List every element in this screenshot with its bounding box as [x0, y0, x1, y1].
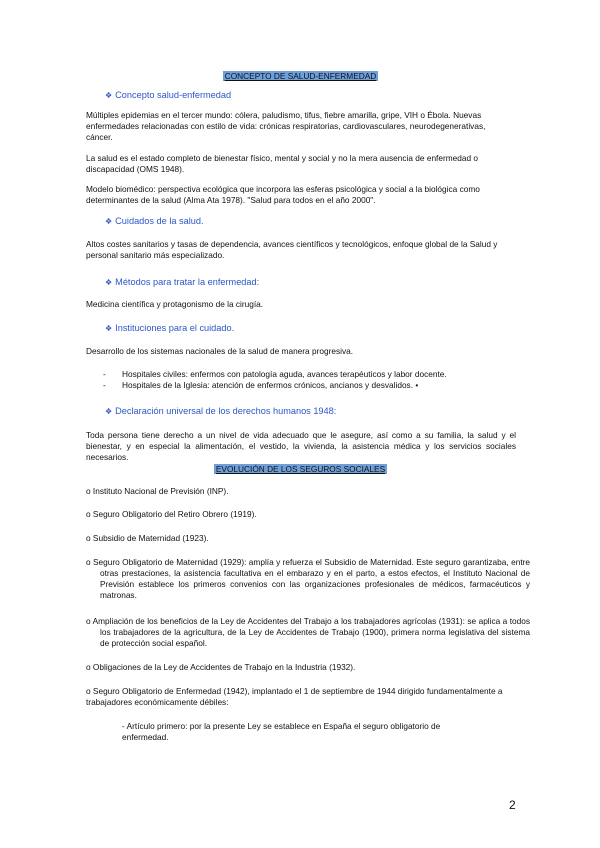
- bullet-instituciones: ❖ Instituciones para el cuidado.: [105, 323, 235, 333]
- paragraph-medicina: Medicina científica y protagonismo de la cirugía.: [86, 299, 264, 309]
- page-number: 2: [509, 798, 516, 812]
- list-item-accidentes-industria: o Obligaciones de la Ley de Accidentes de Trabajo en la Industria (1932).: [86, 662, 356, 672]
- list-item-seguro-maternidad: o Seguro Obligatorio de Maternidad (1929): amplía y refuerza el Subsidio de Maternidad. Este seguro garantizaba, entre otras prestaciones, la asistencia facultativa en el embarazo y en el parto, a estos efectos, el Instituto Nacional de Previsión establece los primeros convenios con las organizaciones profesionales de médicos, farmacéuticos y matronas.: [86, 557, 530, 600]
- diamond-bullet-icon: ❖: [105, 324, 113, 333]
- list-item-seguro-enfermedad: o Seguro Obligatorio de Enfermedad (1942), implantado el 1 de septiembre de 1944 dirigido fundamentalmente a trabajadores económicamente débiles:: [86, 686, 503, 707]
- paragraph-derechos: Toda persona tiene derecho a un nivel de vida adecuado que le asegure, así como a su familia, la salud y el bienestar, y en especial la alimentación, el vestido, la vivienda, la asistencia médica y los servicios sociales necesarios.: [86, 430, 516, 462]
- paragraph-definicion-salud: La salud es el estado completo de bienestar físico, mental y social y no la mera ausencia de enfermedad o discapacidad (OMS 1948).: [86, 153, 479, 174]
- paragraph-epidemias: Múltiples epidemias en el tercer mundo: cólera, paludismo, tifus, fiebre amarilla, gripe, VIH o Ébola. Nuevas enfermedades relacionadas con estilo de vida: crónicas respiratorias, cardiovasculares, neurodegenerativas, cáncer.: [86, 110, 486, 142]
- sub-item-articulo-primero: - Artículo primero: por la presente Ley se establece en España el seguro obligatorio de enfermedad.: [122, 721, 441, 742]
- diamond-bullet-icon: ❖: [105, 407, 113, 416]
- diamond-bullet-icon: ❖: [105, 278, 113, 287]
- paragraph-desarrollo: Desarrollo de los sistemas nacionales de la salud de manera progresiva.: [86, 346, 354, 356]
- paragraph-costes: Altos costes sanitarios y tasas de dependencia, avances científicos y tecnológicos, enfoque global de la Salud y personal sanitario más especializado.: [86, 239, 498, 260]
- bullet-concepto: ❖ Concepto salud-enfermedad: [105, 90, 232, 100]
- bullet-cuidados: ❖ Cuidados de la salud.: [105, 216, 204, 226]
- dash-item-hospitales-iglesia: - Hospitales de la Iglesia: atención de enfermos crónicos, ancianos y desvalidos. •: [103, 380, 419, 390]
- list-item-retiro-obrero: o Seguro Obligatorio del Retiro Obrero (1919).: [86, 509, 257, 519]
- bullet-metodos: ❖ Métodos para tratar la enfermedad:: [105, 277, 260, 287]
- paragraph-modelo-biomedico: Modelo biomédico: perspectiva ecológica que incorpora las esferas psicológica y social a la biológica como determinantes de la salud (Alma Ata 1978). "Salud para todos en el año 2000".: [86, 184, 480, 205]
- list-item-subsidio-maternidad: o Subsidio de Maternidad (1923).: [86, 533, 209, 543]
- dash-item-hospitales-civiles: - Hospitales civiles: enfermos con patología aguda, avances terapéuticos y labor docente.: [103, 369, 447, 379]
- list-item-accidentes-agricolas: o Ampliación de los beneficios de la Ley de Accidentes del Trabajo a los trabajadores agrícolas (1931): se aplica a todos los trabajadores de la agricultura, de la Ley de Accidentes de Trabajo (1900), primera norma legislativa del sistema de protección social español.: [86, 616, 530, 648]
- section-heading-seguros: EVOLUCIÓN DE LOS SEGUROS SOCIALES: [215, 464, 386, 474]
- diamond-bullet-icon: ❖: [105, 91, 113, 100]
- bullet-declaracion: ❖ Declaración universal de los derechos humanos 1948:: [105, 406, 337, 416]
- diamond-bullet-icon: ❖: [105, 217, 113, 226]
- section-heading-salud: CONCEPTO DE SALUD-ENFERMEDAD: [224, 71, 377, 81]
- list-item-inp: o Instituto Nacional de Previsión (INP).: [86, 486, 229, 496]
